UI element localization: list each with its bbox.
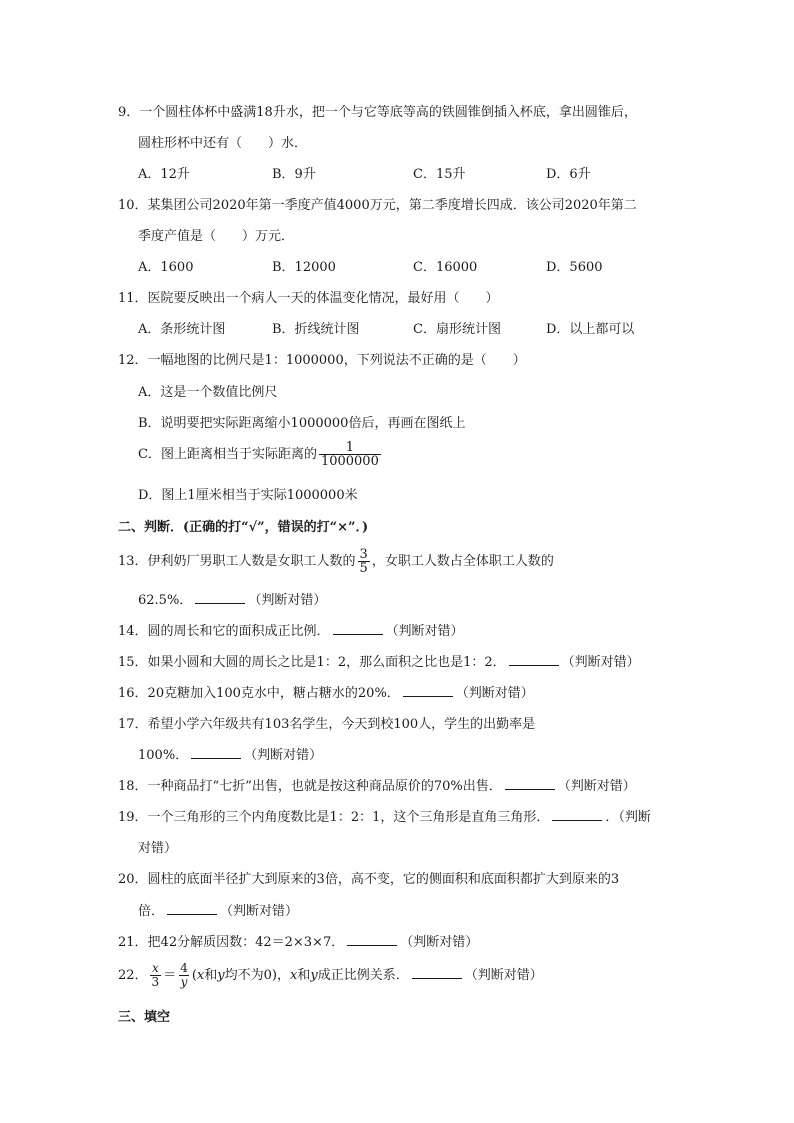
- q13-text: 13．伊利奶厂男职工人数是女职工人数的: [118, 554, 356, 569]
- q10-line1: 10．某集团公司2020年第一季度产值4000万元，第二季度增长四成．该公司2020年第二: [118, 198, 637, 213]
- answer-blank[interactable]: [403, 684, 453, 697]
- q17-line1: 17．希望小学六年级共有103名学生，今天到校100人，学生的出勤率是: [118, 717, 536, 732]
- q12-option-a: A．这是一个数值比例尺: [138, 385, 278, 400]
- answer-blank[interactable]: [505, 777, 555, 790]
- q11-line1: 11．医院要反映出一个病人一天的体温变化情况，最好用（ ）: [118, 291, 499, 306]
- q12-option-b: B．说明要把实际距离缩小1000000倍后，再画在图纸上: [138, 416, 466, 431]
- fraction-numerator: x: [151, 961, 159, 975]
- q12-option-c-text: C．图上距离相当于实际距离的: [138, 447, 317, 462]
- q13-text-cont: ，女职工人数占全体职工人数的: [371, 554, 554, 569]
- section-2-heading: 二、判断．(正确的打“√”，错误的打“×”．): [118, 520, 369, 535]
- q10-option-b: B．12000: [272, 260, 336, 275]
- q16-line: [118, 684, 534, 704]
- q13-fraction: [358, 548, 370, 575]
- q19-line1: [118, 808, 651, 828]
- answer-blank[interactable]: [347, 933, 397, 946]
- q9-option-b: B．9升: [272, 167, 316, 182]
- q14-text: 14．圆的周长和它的面积成正比例．: [118, 624, 330, 639]
- q22-text: 和: [297, 968, 311, 983]
- q22-var-y: y: [217, 968, 225, 983]
- judge-label: ．（判断: [605, 810, 651, 825]
- q11-option-d: D．以上都可以: [546, 322, 635, 337]
- q15-line: [118, 653, 640, 673]
- q17-line2: [138, 746, 322, 766]
- answer-blank[interactable]: [412, 966, 462, 979]
- q9-line2: 圆柱形杯中还有（ ）水．: [138, 136, 308, 151]
- q10-option-a: A．1600: [138, 260, 194, 275]
- fraction-denominator: 1000000: [320, 454, 379, 469]
- q20-line1: 20．圆柱的底面半径扩大到原来的3倍，高不变，它的侧面积和底面积都扩大到原来的3: [118, 872, 620, 887]
- q21-line: [118, 933, 478, 953]
- q12-option-c-fraction: [319, 441, 381, 468]
- fraction-denominator: y: [180, 975, 188, 989]
- fraction-numerator: 1: [345, 440, 355, 455]
- q10-line2: 季度产值是（ ）万元．: [138, 229, 295, 244]
- section-3-heading: 三、填空: [118, 1010, 171, 1025]
- q22-text: 均不为0)，: [224, 968, 290, 983]
- equals-sign: ＝: [163, 968, 177, 983]
- judge-label: （判断对错）: [561, 655, 640, 670]
- q22-var-y: y: [310, 968, 318, 983]
- answer-blank[interactable]: [552, 808, 602, 821]
- q10-option-c: C．16000: [413, 260, 478, 275]
- judge-label: （判断对错）: [248, 593, 327, 608]
- q22-text: 成正比例关系．: [317, 968, 409, 983]
- q18-text: 18．一种商品打“七折”出售，也就是按这种商品原价的70%出售．: [118, 779, 502, 794]
- fraction-denominator: 5: [359, 561, 368, 576]
- q22-fraction-x-over-3: [150, 962, 162, 989]
- answer-blank[interactable]: [509, 653, 559, 666]
- q11-option-c: C．扇形统计图: [413, 322, 501, 337]
- q22-fraction-4-over-y: [178, 962, 190, 989]
- q22-var-x: x: [196, 968, 205, 983]
- judge-label: （判断对错）: [244, 748, 323, 763]
- q12-line1: 12．一幅地图的比例尺是1：1000000，下列说法不正确的是（ ）: [118, 353, 526, 368]
- judge-label: （判断对错）: [557, 779, 636, 794]
- q11-option-a: A．条形统计图: [138, 322, 226, 337]
- q22-var-x: x: [289, 968, 298, 983]
- q9-option-a: A．12升: [138, 167, 190, 182]
- answer-blank[interactable]: [167, 902, 217, 915]
- q11-option-b: B．折线统计图: [272, 322, 360, 337]
- judge-label: （判断对错）: [400, 935, 479, 950]
- answer-blank[interactable]: [195, 591, 245, 604]
- answer-blank[interactable]: [191, 746, 241, 759]
- q14-line: [118, 622, 464, 642]
- answer-blank[interactable]: [333, 622, 383, 635]
- q15-text: 15．如果小圆和大圆的周长之比是1：2，那么面积之比也是1：2．: [118, 655, 506, 670]
- q20-line2: [138, 902, 298, 922]
- judge-label: （判断对错）: [385, 624, 464, 639]
- q18-line: [118, 777, 636, 797]
- q16-text: 16．20克糖加入100克水中，糖占糖水的20%．: [118, 686, 400, 701]
- q22-line: [118, 960, 543, 992]
- judge-label: （判断对错）: [220, 904, 299, 919]
- q13-line1: [118, 546, 554, 578]
- q20-line2-text: 倍．: [138, 904, 165, 919]
- fraction-numerator: 4: [180, 961, 188, 975]
- q9-line1: 9．一个圆柱体杯中盛满18升水，把一个与它等底等高的铁圆锥倒插入杯底，拿出圆锥后，: [118, 105, 637, 120]
- q13-line2: [138, 591, 326, 611]
- fraction-denominator: 3: [151, 975, 160, 989]
- fraction-numerator: 3: [359, 547, 368, 562]
- judge-label: （判断对错）: [455, 686, 534, 701]
- q22-number: 22．: [118, 968, 148, 983]
- q21-text: 21．把42分解质因数：42＝2×3×7．: [118, 935, 345, 950]
- q12-option-d: D．图上1厘米相当于实际1000000米: [138, 488, 358, 503]
- q9-option-d: D．6升: [546, 167, 591, 182]
- q22-text: (: [191, 968, 197, 983]
- q22-text: 和: [204, 968, 218, 983]
- q9-option-c: C．15升: [413, 167, 466, 182]
- q19-text: 19．一个三角形的三个内角度数比是1：2：1，这个三角形是直角三角形．: [118, 810, 550, 825]
- q10-option-d: D．5600: [546, 260, 603, 275]
- q19-line2: 对错）: [138, 841, 178, 856]
- q17-line2-text: 100%．: [138, 748, 189, 763]
- q12-option-c: [138, 440, 383, 470]
- judge-label: （判断对错）: [464, 968, 543, 983]
- q13-line2-text: 62.5%．: [138, 593, 193, 608]
